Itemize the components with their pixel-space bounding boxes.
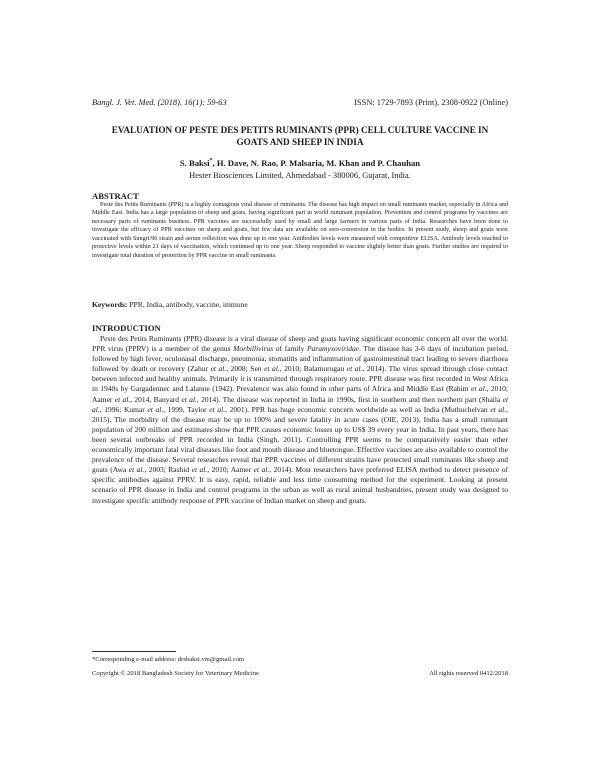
page-footer bbox=[92, 670, 508, 677]
corresponding-mark: * bbox=[209, 158, 213, 165]
journal-citation: Bangl. J. Vet. Med. (2018). 16(1): 59-63 bbox=[92, 98, 227, 107]
other-authors: , H. Dave, N. Rao, P. Malsaria, M. Khan and P. Chauhan bbox=[212, 158, 421, 168]
running-header bbox=[92, 98, 508, 107]
rights-reserved: All rights reserved 0412/2018 bbox=[429, 670, 508, 677]
abstract-text: Peste des Petits Ruminants (PPR) is a highly contagious viral disease of ruminants. The disease has high impact on small ruminants market, especially in Africa and Middle East. India has a large population of sheep and goats, having significant part in world ruminant population. Prevention and control programs by vaccines are necessary parts of ruminants business. PPR vaccines are successfully used by small and large farmers in various parts of India. Researches have been done to investigate the efficacy of PPR vaccines on sheep and goats, but few data are available on sero-conversion in the bodies. In present study, sheep and goats were vaccinated with Sungri/96 strain and serum collection was done up to one year. Antibodies levels were measured with competitive ELISA. Antibody levels reached to protective levels within 21 days of vaccination, which continued up to one year. Sheep responded to vaccine slightly better than goats. Further studies are required to investigate total duration of protection by PPR vaccine in small ruminants. bbox=[92, 201, 508, 259]
first-author: S. Baksi bbox=[179, 158, 210, 168]
keywords bbox=[92, 300, 508, 309]
issn: ISSN: 1729-7893 (Print), 2308-0922 (Online) bbox=[354, 98, 508, 107]
introduction-text: Peste des Petits Ruminants (PPR) disease is a viral disease of sheep and goats having significant economic concern all over the world. PPR virus (PPRV) is a member of the genus Morbillivirus of family Paramyxoviridae. The disease has 3-6 days of incubation period, followed by high fever, oculonasal discharge, pneumonia, stomatitis and inflammation of gastrointestinal tract leading to severe diarrhoea followed by death or recovery (Zahur et al., 2008; Sen et al., 2010; Balamurugan et al., 2014). The virus spread through close contact between infected and healthy animals. Primarily it is transmitted through respiratory route. PPR disease was first recorded in West Africa in 1940s by Gargadennec and Lalanne (1942). Prevalence was also found in other parts of Africa and Middle East (Rahim et al., 2010; Aamer et al., 2014, Banyard et al., 2014). The disease was reported in India in 1990s, first in southern and then northern part (Shaila et al., 1996; Kumar et al., 1999, Taylor et al., 2001). PPR has huge economic concern worldwide as well as India (Muthuchelvan et al., 2015). The morbidity of the disease may be up to 100% and severe fatality in acute cases (OIE, 2013). India has a small ruminant population of 200 million and estimates show that PPR causes economic losses up to US$ 39 every year in India. In past years, there has been several outbreaks of PPR recorded in India (Singh, 2011). Controlling PPR seems to be comparatively easier than other economically important fatal viral diseases like foot and mouth disease and bluetongue. Effective vaccines are also available to control the prevalence of the disease. Several researches reveal that PPR vaccines of different strains have protected small ruminants like sheep and goats (Awa et al., 2003; Rashid et al., 2010; Aamer et al., 2014). Most researchers have preferred ELISA method to detect presence of specific antibodies against PPRV. It is easy, rapid, reliable and less time consuming method for the experiment. Looking at present scenario of PPR disease in India and control programs in the urban as well as rural animal husbandries, present study was designed to investigate specific antibody response of PPR vaccine of Indian market on sheep and goats. bbox=[92, 334, 509, 505]
abstract-heading: ABSTRACT bbox=[92, 191, 139, 201]
footnote-rule bbox=[92, 651, 176, 652]
introduction-heading: INTRODUCTION bbox=[92, 323, 161, 333]
paper-title: EVALUATION OF PESTE DES PETITS RUMINANTS (PPR) CELL CULTURE VACCINE IN GOATS AND SHEEP IN INDIA bbox=[111, 125, 489, 147]
keywords-label: Keywords: bbox=[92, 300, 128, 309]
affiliation: Hester Biosciences Limited, Ahmedabad - 380006, Gujarat, India. bbox=[189, 171, 411, 180]
keywords-list: PPR, India, antibody, vaccine, immune bbox=[127, 300, 248, 309]
author-list bbox=[92, 158, 508, 168]
copyright: Copyright © 2018 Bangladesh Society for Veterinary Medicine bbox=[92, 670, 259, 677]
corresponding-email: *Corresponding e-mail address: drsbaksi.vm@gmail.com bbox=[92, 656, 245, 663]
